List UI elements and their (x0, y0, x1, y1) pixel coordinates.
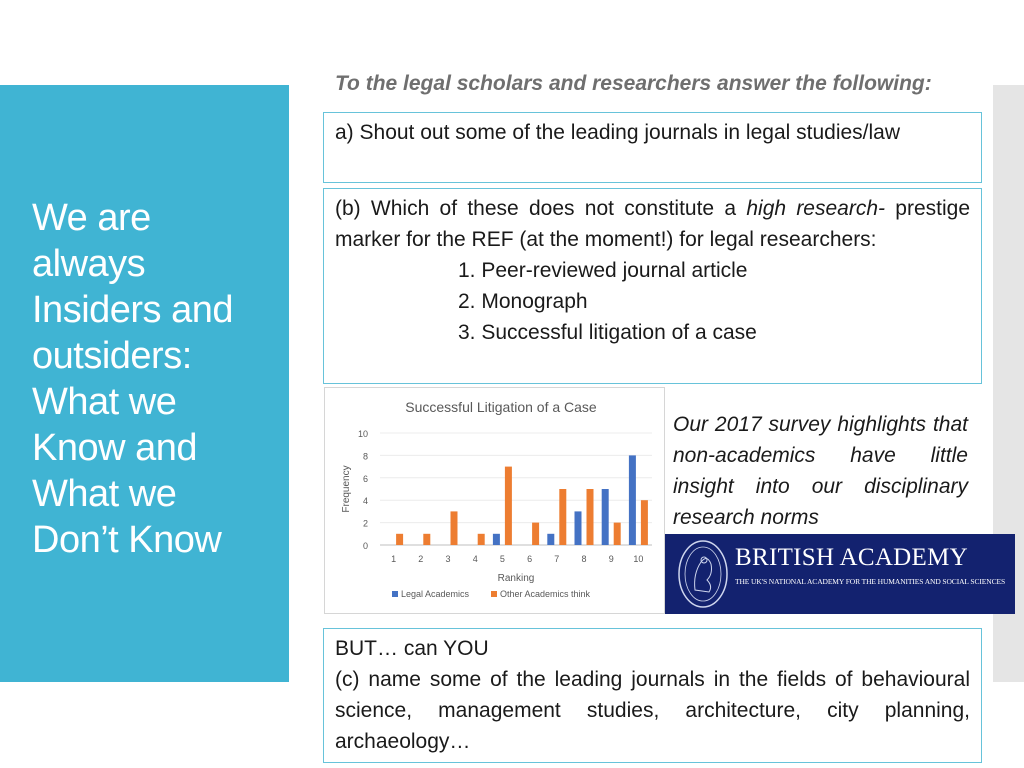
legend-swatch-legal (392, 591, 398, 597)
slide-title-line: Know and (32, 427, 198, 469)
question-c-box (323, 628, 982, 763)
bar-legal-academics (547, 534, 554, 545)
bar-other-academics (614, 523, 621, 545)
litigation-chart (324, 387, 665, 614)
bar-other-academics (451, 511, 458, 545)
bar-other-academics (532, 523, 539, 545)
y-tick-label: 4 (362, 496, 368, 507)
question-c-lead: BUT… can YOU (335, 637, 489, 660)
bar-legal-academics (575, 511, 582, 545)
y-axis-label: Frequency (341, 465, 352, 513)
x-axis-label: Ranking (497, 573, 535, 584)
x-tick-label: 7 (554, 554, 560, 564)
bar-legal-academics (629, 455, 636, 545)
x-tick-label: 4 (472, 554, 478, 564)
question-a-text: a) Shout out some of the leading journals in legal studies/law (335, 121, 901, 144)
bar-other-academics (559, 489, 566, 545)
bar-other-academics (505, 467, 512, 545)
slide-title-line: What we (32, 381, 177, 423)
y-tick-label: 2 (362, 518, 368, 529)
option-item: 2. Monograph (458, 290, 588, 313)
question-b-emphasis: high research- (746, 197, 886, 220)
x-tick-label: 9 (608, 554, 614, 564)
bar-other-academics (423, 534, 430, 545)
survey-note: Our 2017 survey highlights that non-academics have little insight into our disciplinary research norms (673, 413, 968, 529)
slide-title-line: What we (32, 473, 177, 515)
slide-title-line: We are (32, 197, 151, 239)
legend-swatch-other (491, 591, 497, 597)
instruction-heading: To the legal scholars and researchers answer the following: (335, 72, 932, 95)
slide-title-line: always (32, 243, 146, 285)
bar-other-academics (641, 500, 648, 545)
academy-seal-icon (671, 534, 731, 614)
bar-other-academics (396, 534, 403, 545)
logo-name: BRITISH ACADEMY (735, 544, 968, 571)
question-b-options (335, 255, 970, 348)
x-tick-label: 2 (418, 554, 424, 564)
slide-title-line: Don’t Know (32, 519, 222, 561)
question-a-box (323, 112, 982, 183)
bar-legal-academics (493, 534, 500, 545)
legend-label: Other Academics think (500, 589, 591, 599)
slide-title-line: Insiders and (32, 289, 234, 331)
x-tick-label: 1 (391, 554, 397, 564)
y-tick-label: 6 (362, 473, 368, 484)
bar-other-academics (478, 534, 485, 545)
question-c-text: (c) name some of the leading journals in the fields of behavioural science, management studies, architecture, city planning, archaeology… (335, 668, 970, 753)
bar-other-academics (587, 489, 594, 545)
question-b-text: (b) Which of these does not constitute a high research- prestige marker for the REF (at the moment!) for legal researchers: (335, 197, 971, 251)
chart-title: Successful Litigation of a Case (405, 399, 597, 415)
x-tick-label: 3 (445, 554, 451, 564)
bar-legal-academics (602, 489, 609, 545)
bar-chart-svg (325, 388, 664, 613)
option-item: 3. Successful litigation of a case (458, 321, 757, 344)
y-tick-label: 0 (362, 541, 368, 551)
slide-title (32, 195, 282, 563)
x-tick-label: 10 (633, 554, 644, 564)
x-tick-label: 5 (499, 554, 505, 564)
x-tick-label: 6 (527, 554, 533, 564)
british-academy-logo (665, 534, 1015, 614)
option-item: 1. Peer-reviewed journal article (458, 259, 748, 282)
logo-tagline: THE UK'S NATIONAL ACADEMY FOR THE HUMANITIES AND SOCIAL SCIENCES (735, 577, 1006, 586)
y-tick-label: 8 (362, 451, 368, 462)
legend-label: Legal Academics (401, 589, 470, 599)
x-tick-label: 8 (581, 554, 587, 564)
question-b-box (323, 188, 982, 384)
y-tick-label: 10 (357, 429, 368, 439)
slide-title-line: outsiders: (32, 335, 192, 377)
